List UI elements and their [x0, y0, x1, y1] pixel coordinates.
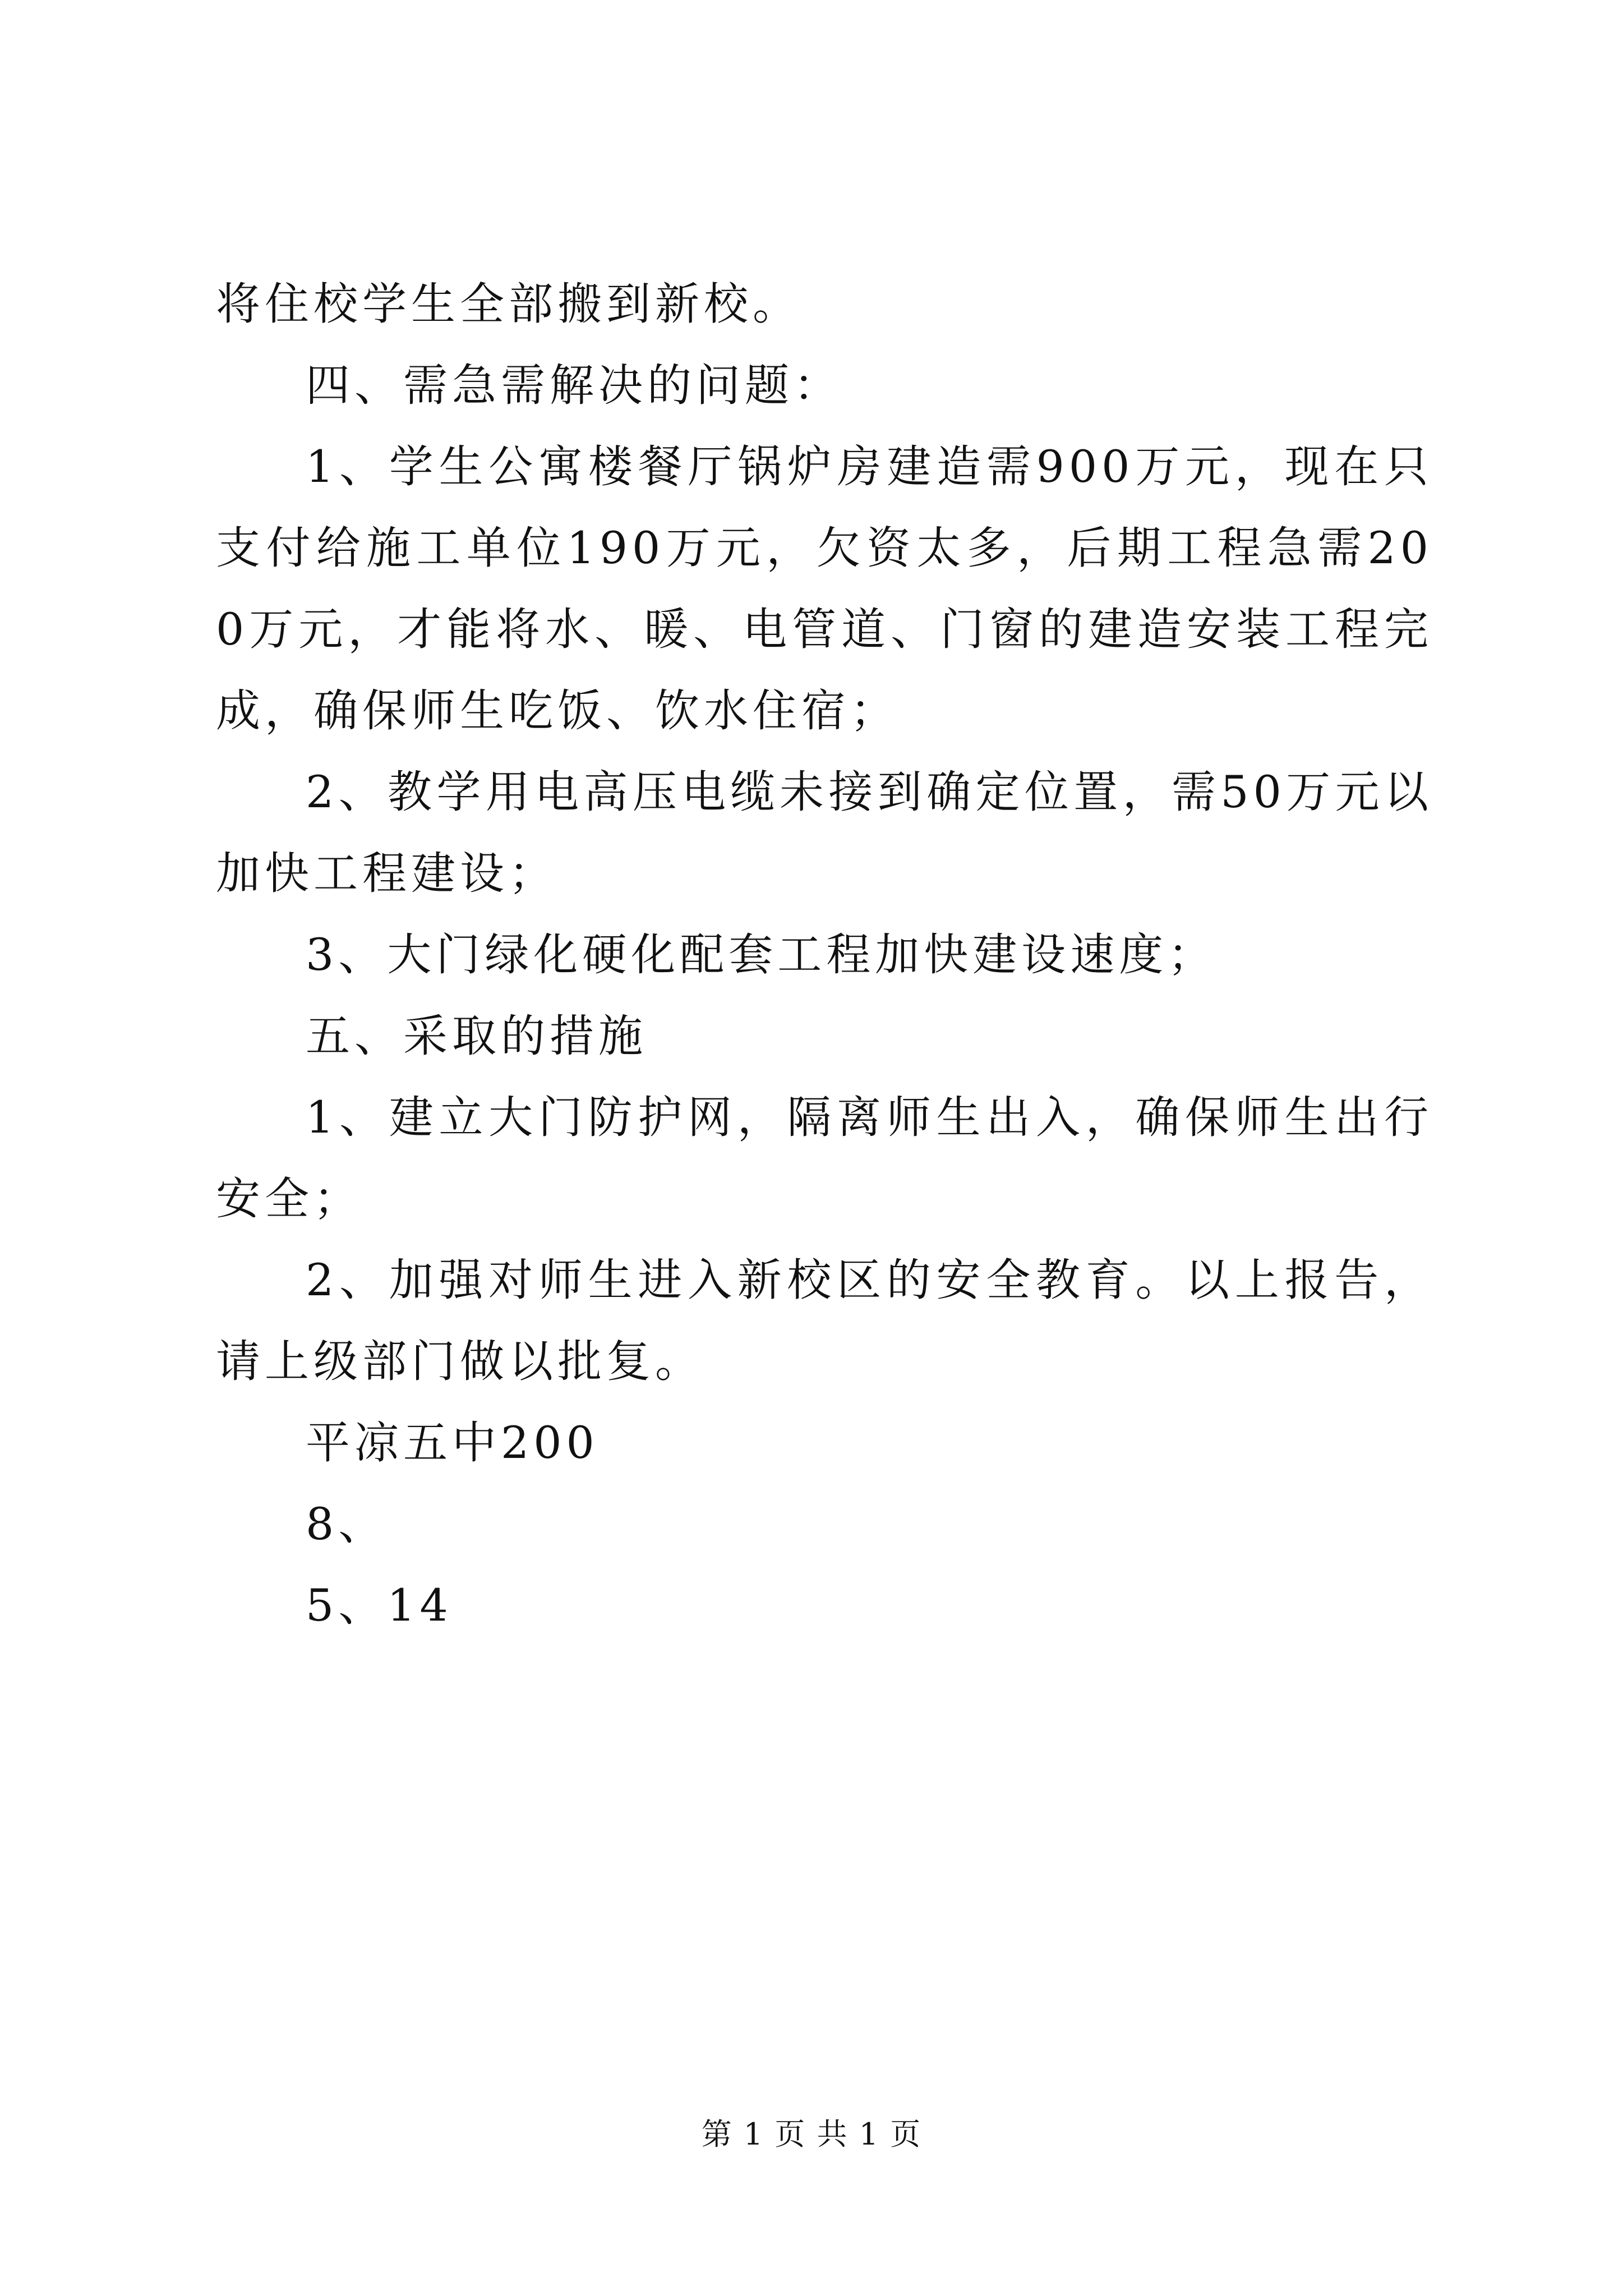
document-body — [216, 264, 1433, 1646]
signature-school: 平凉五中200 — [306, 1417, 599, 1469]
heading-urgent-problems: 四、需急需解决的问题： — [306, 360, 842, 411]
paragraph-measure-1: 1、建立大门防护网，隔离师生出入，确保师生出行安全； — [216, 1092, 1433, 1225]
page-footer: 第 1 页 共 1 页 — [701, 2116, 922, 2152]
paragraph-problem-3: 3、大门绿化硬化配套工程加快建设速度； — [306, 929, 1217, 981]
paragraph-problem-1: 1、学生公寓楼餐厅锅炉房建造需900万元，现在只支付给施工单位190万元，欠资太多，后期工程急需200万元，才能将水、暖、电管道、门窗的建造安装工程完成，确保师生吃饭、饮水住宿； — [216, 441, 1433, 737]
signature-date-part-2: 5、14 — [306, 1580, 453, 1631]
paragraph-measure-2: 2、加强对师生进入新校区的安全教育。以上报告，请上级部门做以批复。 — [216, 1254, 1433, 1387]
paragraph-move-students: 将住校学生全部搬到新校。 — [216, 278, 801, 330]
signature-date-part-1: 8、 — [306, 1498, 388, 1550]
paragraph-problem-2: 2、教学用电高压电缆未接到确定位置，需50万元以加快工程建设； — [216, 766, 1433, 899]
heading-measures: 五、采取的措施 — [306, 1010, 647, 1062]
